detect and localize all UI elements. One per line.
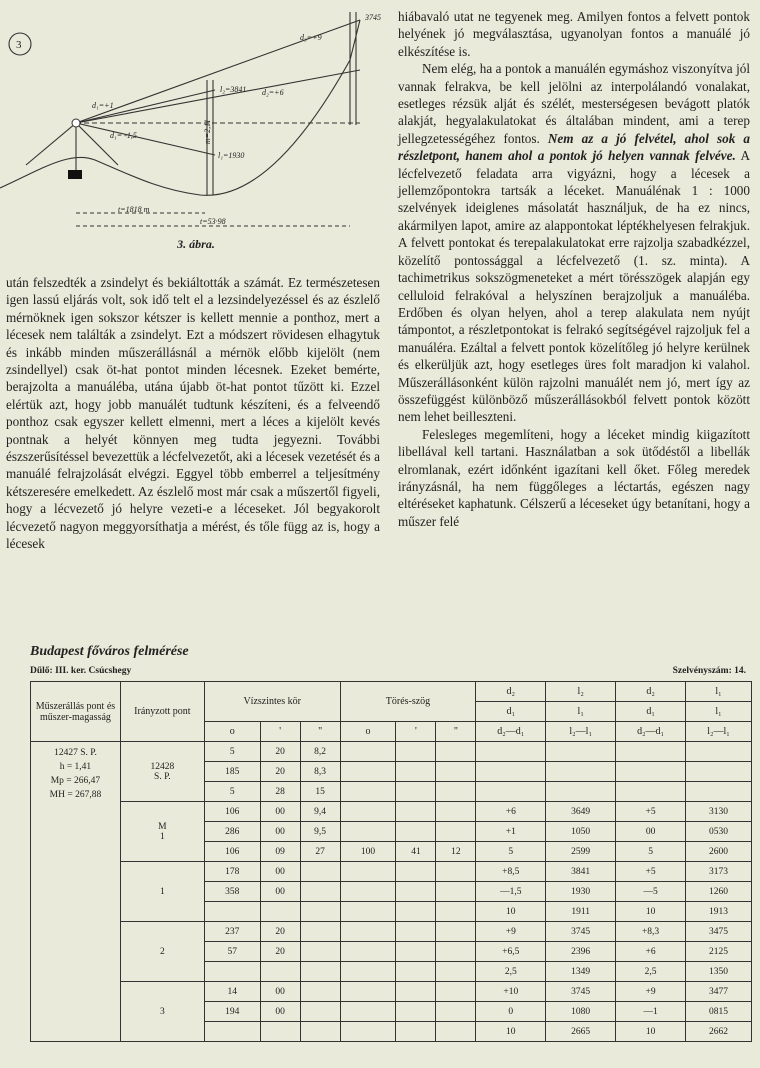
cell-bd (340, 802, 396, 822)
cell-bs: 12 (436, 842, 476, 862)
cell-bm (396, 782, 436, 802)
cell-deg: 286 (204, 822, 260, 842)
cell-c: 5 (616, 842, 686, 862)
right-paragraph-2a: Nem elég, ha a pontok a manuálén egymáshoz viszonyítva jól vannak felrakva, be kell jelölni az interpolálandó vonalakat, esetleges rézsük alját és szélét, mesterségesen bevágott platók alakját, hegyalakulatokat és általában mindent, ami a terep jellegzetességéhez fontos. (398, 61, 750, 146)
cell-bd (340, 922, 396, 942)
cell-bs (436, 762, 476, 782)
tripod-leg-3 (76, 123, 118, 165)
cell-a: +10 (476, 982, 546, 1002)
station-mh: MH = 267,88 (49, 790, 102, 800)
cell-min: 00 (260, 862, 300, 882)
cell-b: 2599 (546, 842, 616, 862)
cell-bs (436, 882, 476, 902)
target-cell (120, 862, 204, 922)
table-row (31, 862, 752, 882)
cell-min: 28 (260, 782, 300, 802)
cell-c: 2,5 (616, 962, 686, 982)
cell-bd (340, 762, 396, 782)
target-label: 1 (159, 886, 165, 897)
cell-a: 10 (476, 1022, 546, 1042)
cell-e (686, 762, 752, 782)
left-paragraph: után felszedték a zsindelyt és bekiáltották a számát. Ez természetesen igen lassú eljárás volt, sok idő telt el a lezsindelyezéssel és az észlelő mérnöknek igen sokszor kétszer is kellett mennie a ponthoz, mert a lécesek nem találták a zsindelyt. Ezt a módszert rövidesen elhagytuk és inkább minden műszerállásnál a mérnök előbb kijelölt (nem zsindellyel) csak öt-hat pontot minden lécesnek. Ezeket bemérte, berajzolta a manuáléba, utána újabb öt-hat pontot tűzött ki. Ezzel elértük azt, hogy jobb manuálét tudtunk készíteni, és a felveendő ponthoz csak egyszer kellett elmenni, mert a léces a kijelölt kevés pontnak a helyét könnyen meg tudta jegyezni. További észszerűsítéssel bevezettük a lécfelvezetőt, aki a lécesek vezetését és a manuálé felrajzolását elvégzi. Eggyel több emberrel a teljesítmény kétszeresére emelkedett. Az észlelő most már csak a műszertől figyeli, hogy a lécvezető jó helyre vezeti-e a léceseket. Jól begyakorolt lécvezető nagyon meggyorsíthatja a mérést, és tőle függ az is, hogy a lécesek (6, 275, 380, 552)
left-text-column (6, 274, 380, 553)
header-station: Műszerállás pont és műszer-magasság (31, 682, 121, 742)
cell-e: 0815 (686, 1002, 752, 1022)
cell-deg (204, 1022, 260, 1042)
cell-a: +8,5 (476, 862, 546, 882)
target-label: 3 (159, 1006, 165, 1017)
cell-a: 2,5 (476, 962, 546, 982)
cell-deg: 106 (204, 842, 260, 862)
header-min: ' (260, 722, 300, 742)
cell-c: +8,3 (616, 922, 686, 942)
cell-b: 2665 (546, 1022, 616, 1042)
cell-bs (436, 862, 476, 882)
cell-b: 3745 (546, 982, 616, 1002)
cell-min: 00 (260, 1002, 300, 1022)
header-break-deg: o (340, 722, 396, 742)
cell-bs (436, 922, 476, 942)
station-mp: Mp = 266,47 (50, 776, 101, 786)
cell-bd (340, 882, 396, 902)
cell-b: 1080 (546, 1002, 616, 1022)
cell-bd (340, 742, 396, 762)
figure-caption: 3. ábra. (177, 237, 215, 251)
label-d3: d₃=+9 (300, 33, 322, 42)
cell-deg: 237 (204, 922, 260, 942)
cell-sec (300, 982, 340, 1002)
header-l1-top: l₁ (686, 682, 752, 702)
cell-bm (396, 862, 436, 882)
header-dd2: d₂—d₁ (616, 722, 686, 742)
table-row (31, 742, 752, 762)
cell-e: 3173 (686, 862, 752, 882)
cell-sec (300, 962, 340, 982)
cell-bd (340, 902, 396, 922)
cell-sec (300, 1002, 340, 1022)
cell-a: +6 (476, 802, 546, 822)
label-top: 3745 (365, 13, 381, 22)
cell-sec: 9,4 (300, 802, 340, 822)
cell-bd: 100 (340, 842, 396, 862)
table-row (31, 922, 752, 942)
cell-e: 1350 (686, 962, 752, 982)
cell-c: +6 (616, 942, 686, 962)
header-break-angle: Törés-szög (340, 682, 476, 722)
header-l1b: l₁ (686, 702, 752, 722)
cell-deg: 5 (204, 782, 260, 802)
cell-c: 10 (616, 1022, 686, 1042)
cell-bs (436, 1002, 476, 1022)
cell-bs (436, 1022, 476, 1042)
sight-line-2 (76, 70, 360, 123)
cell-sec (300, 882, 340, 902)
cell-deg (204, 902, 260, 922)
label-t1: t=1818 m (118, 205, 150, 214)
cell-min: 20 (260, 742, 300, 762)
cell-bm (396, 1002, 436, 1022)
cell-bd (340, 942, 396, 962)
cell-deg: 194 (204, 1002, 260, 1022)
cell-c: +5 (616, 802, 686, 822)
cell-a: 5 (476, 842, 546, 862)
cell-c (616, 742, 686, 762)
header-ll: l₂—l₁ (546, 722, 616, 742)
table-row (31, 802, 752, 822)
cell-c: 10 (616, 902, 686, 922)
cell-b (546, 742, 616, 762)
header-d1: d₁ (476, 702, 546, 722)
cell-deg (204, 962, 260, 982)
cell-sec (300, 922, 340, 942)
cell-e: 3477 (686, 982, 752, 1002)
cell-deg: 57 (204, 942, 260, 962)
target-label: M (158, 821, 167, 832)
cell-b: 1050 (546, 822, 616, 842)
cell-bd (340, 822, 396, 842)
cell-bs (436, 902, 476, 922)
cell-bm (396, 1022, 436, 1042)
cell-deg: 106 (204, 802, 260, 822)
station-h: h = 1,41 (59, 762, 92, 772)
header-d1b: d₁ (616, 702, 686, 722)
cell-a (476, 742, 546, 762)
cell-b: 2396 (546, 942, 616, 962)
cell-e: 1260 (686, 882, 752, 902)
target-cell (120, 742, 204, 802)
cell-e: 3475 (686, 922, 752, 942)
table-sheet-number: Szelvényszám: 14. (672, 666, 746, 676)
target-cell (120, 802, 204, 862)
cell-bd (340, 782, 396, 802)
header-ll2: l₂—l₁ (686, 722, 752, 742)
cell-bd (340, 982, 396, 1002)
label-d2: d₂=+6 (262, 88, 284, 97)
cell-min (260, 902, 300, 922)
right-paragraph-3: Felesleges megemlíteni, hogy a léceket mindig kiigazított libellával kell tartani. Használatban a sok ütődéstől a libellák elromlanak, ezért időnként igazítani kell őket. Főleg meredek irányzásnál, ha nem függőleges a léctartás, egészen nagy eltéréseket kaphatunk. Célszerű a léceseket úgy betanítani, hogy a műszer felé (398, 426, 750, 529)
label-l2: l₂=3841 (220, 85, 247, 94)
cell-bm (396, 822, 436, 842)
cell-min: 00 (260, 882, 300, 902)
target-cell (120, 922, 204, 982)
cell-bs (436, 982, 476, 1002)
cell-bd (340, 1022, 396, 1042)
cell-c: —5 (616, 882, 686, 902)
figure-number: 3 (16, 39, 22, 51)
header-d2: d₂ (476, 682, 546, 702)
header-l1: l₁ (546, 702, 616, 722)
cell-min: 20 (260, 922, 300, 942)
cell-b (546, 782, 616, 802)
cell-deg: 178 (204, 862, 260, 882)
cell-deg: 185 (204, 762, 260, 782)
cell-a: +6,5 (476, 942, 546, 962)
cell-e: 2662 (686, 1022, 752, 1042)
cell-e: 0530 (686, 822, 752, 842)
terrain-line (0, 20, 360, 195)
cell-min: 09 (260, 842, 300, 862)
cell-bm (396, 742, 436, 762)
cell-a: +9 (476, 922, 546, 942)
cell-bd (340, 862, 396, 882)
cell-sec (300, 862, 340, 882)
station-cell (31, 742, 121, 1042)
cell-c: —1 (616, 1002, 686, 1022)
cell-sec: 15 (300, 782, 340, 802)
target-label: S. P. (154, 771, 171, 782)
cell-sec (300, 1022, 340, 1042)
cell-bs (436, 822, 476, 842)
cell-bs (436, 742, 476, 762)
cell-c (616, 782, 686, 802)
cell-sec: 8,2 (300, 742, 340, 762)
peg-marker-icon (68, 170, 82, 179)
cell-c: 00 (616, 822, 686, 842)
cell-bs (436, 942, 476, 962)
cell-a: +1 (476, 822, 546, 842)
cell-e: 3130 (686, 802, 752, 822)
right-text-column (398, 8, 750, 530)
emphasis-sentence: Nem az a jó felvétel, ahol sok a részletpont, hanem ahol a pontok jó helyen vannak felvéve. (398, 130, 750, 164)
cell-b: 1930 (546, 882, 616, 902)
cell-min (260, 962, 300, 982)
sight-line-4 (76, 123, 215, 155)
cell-a (476, 762, 546, 782)
label-d1: d₁=+1 (92, 101, 114, 110)
cell-bm (396, 922, 436, 942)
label-dv: d₁= -1,5 (110, 131, 137, 140)
table-title: Budapest főváros felmérése (30, 644, 189, 659)
cell-deg: 5 (204, 742, 260, 762)
target-cell (120, 982, 204, 1042)
cell-a: 10 (476, 902, 546, 922)
header-horizontal-circle: Vízszintes kör (204, 682, 340, 722)
cell-b: 1349 (546, 962, 616, 982)
right-paragraph-1: hiábavaló utat ne tegyenek meg. Amilyen fontos a felvett pontok helyének jó megválasztása, ugyanolyan fontos a manuálé jó elkészítése is. (398, 9, 750, 59)
cell-sec: 27 (300, 842, 340, 862)
header-sec: " (300, 722, 340, 742)
cell-min (260, 1022, 300, 1042)
header-d2b: d₂ (616, 682, 686, 702)
label-l1: l₁=1930 (218, 151, 245, 160)
cell-min: 00 (260, 802, 300, 822)
right-paragraph-2b: A lécfelvezető feladata arra vigyázni, hogy a lécesek a jellemzőpontokra tartsák a léceket. Manuálénak 1 : 1000 szelvények ideiglenes másolatát használjuk, de ha ez nincs, akármilyen lapot, amire az alappontokat léptékhelyesen felrakjuk. A felvett pontokat és terepalakulatokat erre rajzolja szabadkézzel, közelítő pontossággal a lécfelvezető (1. sz. minta). A tachimetrikus sokszögmeneteket a mért törésszögek alapján egy celluloid felrakóval a helyszínen berajzoljuk a manuáléba. Erdőben és olyan helyen, ahol a terep alakulata nem nyújt támpontot, a részletpontokat is felrakó segítségével rajzoljuk fel a manuáléra. Ezáltal a felvett pontok közelítőleg jó helyre kerülnek és elkerüljük azt, hogy esetleges üres folt maradjon ki valahol. Műszerállásonként külön rajzolni manuálét nem jó, mert így az összefüggést különböző műszerállásokból felvett pontok között nem lehet beilleszteni. (398, 148, 750, 425)
cell-e: 2600 (686, 842, 752, 862)
cell-min: 20 (260, 942, 300, 962)
figure-3-diagram (0, 0, 392, 262)
cell-deg: 14 (204, 982, 260, 1002)
cell-sec (300, 902, 340, 922)
cell-bm: 41 (396, 842, 436, 862)
cell-a (476, 782, 546, 802)
cell-bm (396, 902, 436, 922)
cell-e (686, 742, 752, 762)
cell-b: 3745 (546, 922, 616, 942)
target-label: 12428 (150, 761, 175, 772)
cell-sec: 8,3 (300, 762, 340, 782)
table-meta (30, 666, 752, 676)
label-t2: t=53·98 (200, 217, 226, 226)
cell-b: 3841 (546, 862, 616, 882)
cell-bm (396, 962, 436, 982)
station-name: 12427 S. P. (54, 748, 97, 758)
header-dd: d₂—d₁ (476, 722, 546, 742)
cell-b (546, 762, 616, 782)
label-m: m=2,11 (203, 119, 212, 144)
cell-bm (396, 882, 436, 902)
table-dulo: Dűlő: III. ker. Csúcshegy (30, 666, 132, 676)
cell-b: 1911 (546, 902, 616, 922)
cell-c: +9 (616, 982, 686, 1002)
cell-sec (300, 942, 340, 962)
cell-deg: 358 (204, 882, 260, 902)
cell-b: 3649 (546, 802, 616, 822)
cell-bm (396, 942, 436, 962)
cell-c: +5 (616, 862, 686, 882)
cell-min: 20 (260, 762, 300, 782)
target-label: 2 (159, 946, 165, 957)
cell-bd (340, 1002, 396, 1022)
header-break-sec: " (436, 722, 476, 742)
header-target: Irányzott pont (120, 682, 204, 742)
survey-table (30, 681, 752, 1042)
cell-bs (436, 802, 476, 822)
cell-sec: 9,5 (300, 822, 340, 842)
cell-bm (396, 982, 436, 1002)
cell-bm (396, 762, 436, 782)
right-paragraph-2 (398, 60, 750, 426)
cell-bd (340, 962, 396, 982)
header-deg: o (204, 722, 260, 742)
cell-min: 00 (260, 822, 300, 842)
header-break-min: ' (396, 722, 436, 742)
cell-a: 0 (476, 1002, 546, 1022)
cell-e: 1913 (686, 902, 752, 922)
cell-c (616, 762, 686, 782)
header-l2: l₂ (546, 682, 616, 702)
table-row (31, 982, 752, 1002)
cell-bs (436, 962, 476, 982)
cell-bm (396, 802, 436, 822)
cell-e: 2125 (686, 942, 752, 962)
target-label: 1 (159, 831, 165, 842)
cell-min: 00 (260, 982, 300, 1002)
instrument-icon (72, 119, 80, 127)
cell-e (686, 782, 752, 802)
cell-bs (436, 782, 476, 802)
cell-a: —1,5 (476, 882, 546, 902)
